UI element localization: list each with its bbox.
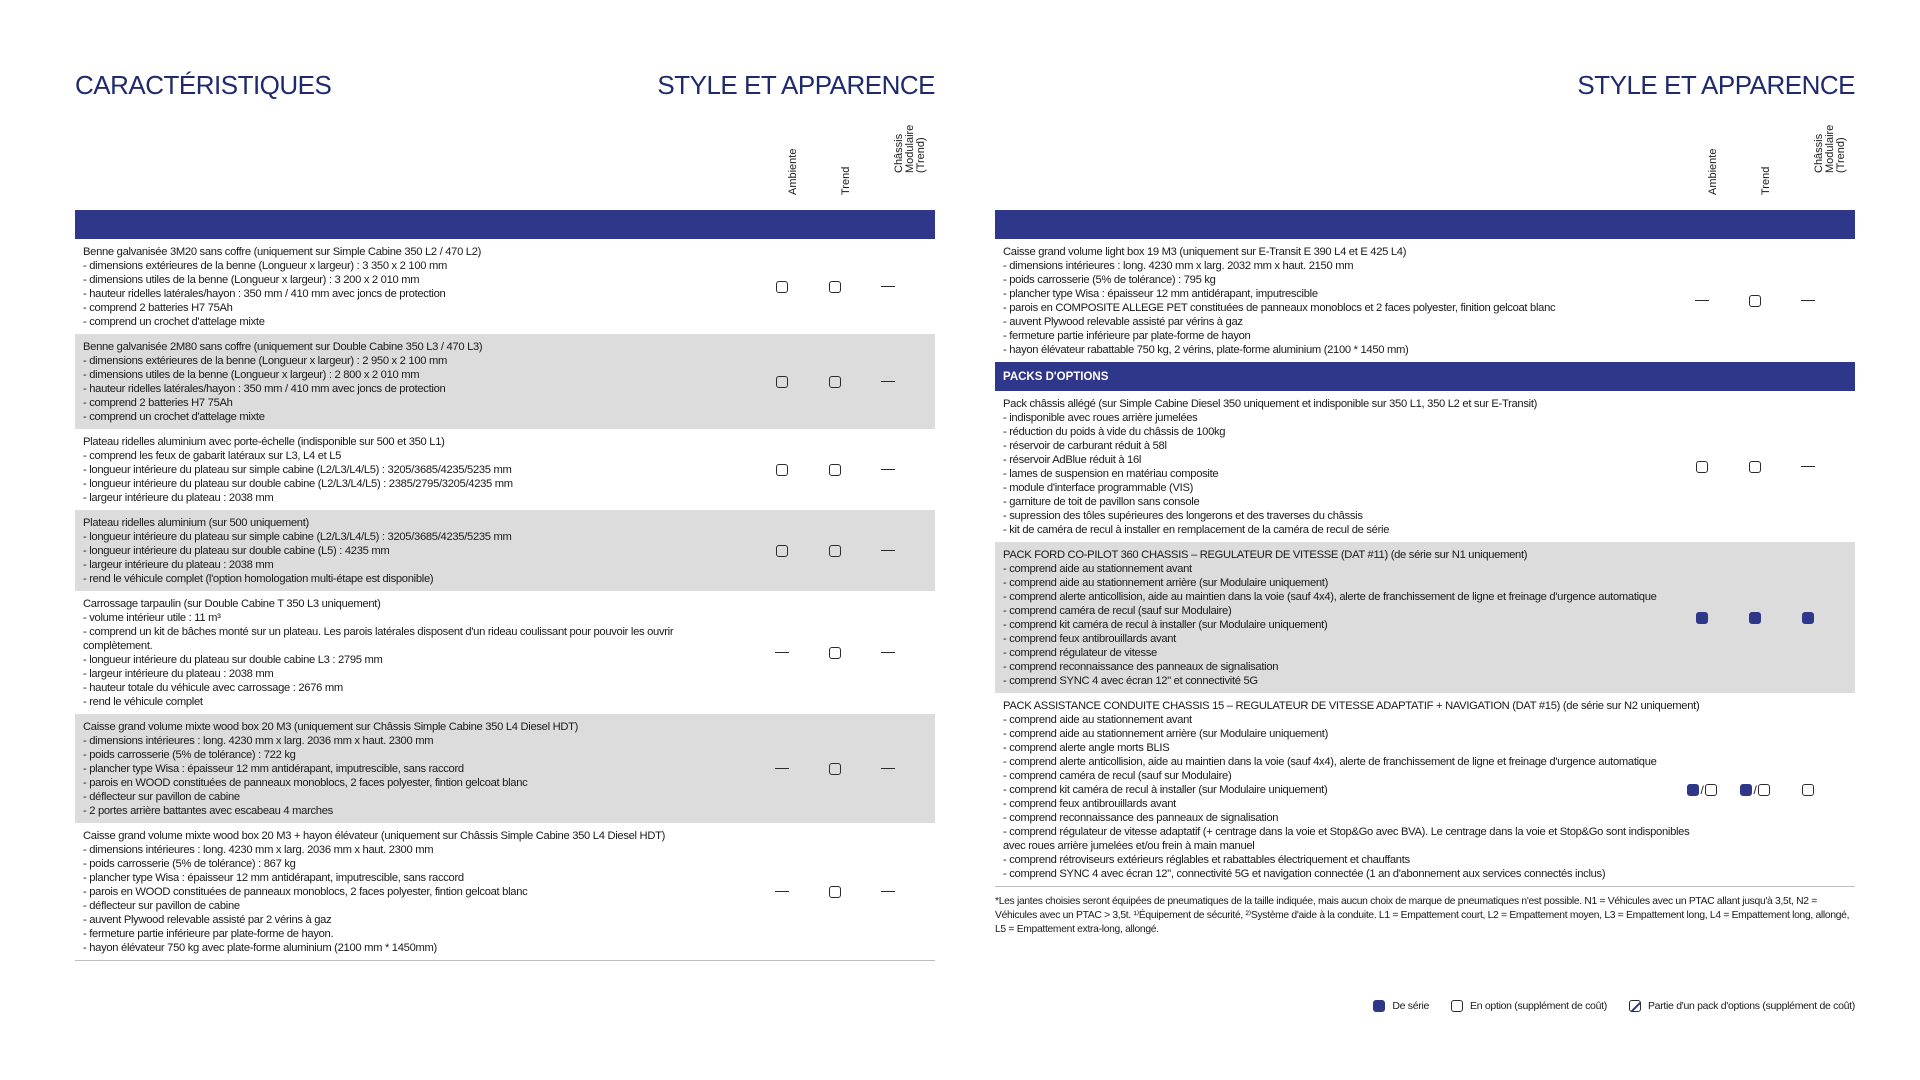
availability-cell [871, 374, 905, 390]
empty-square-icon [1802, 784, 1814, 796]
empty-square-icon [829, 281, 841, 293]
table-row [75, 591, 935, 714]
empty-square-icon [776, 376, 788, 388]
empty-square-icon [829, 886, 841, 898]
column-header-ambiente: Ambiente [1707, 148, 1719, 195]
availability-cell [765, 374, 799, 390]
row-text: Plateau ridelles aluminium (sur 500 uniquement) - longueur intérieure du plateau sur simple cabine (L2/L3/L4/L5) : 3205/3685/4235/5235 mm - longueur intérieure du plateau sur double cabine (L5) : 4235 mm - largeur intérieure du plateau : 2038 mm - rend le véhicule complet (l'option homologation multi-étape est disponible) [83, 517, 512, 585]
empty-square-icon [1749, 461, 1761, 473]
dash-icon [775, 768, 789, 770]
availability-cell [1685, 610, 1719, 626]
row-text: PACK FORD CO-PILOT 360 CHASSIS – REGULATEUR DE VITESSE (DAT #11) (de série sur N1 uniquement) - comprend aide au stationnement avant - comprend aide au stationnement arrière (sur Modulaire uniquement) - comprend alerte anticollision, aide au maintien dans la voie (sauf 4x4), alerte de franchissement de ligne et freinage d'urgence automatique - comprend caméra de recul (sauf sur Modulaire) - comprend kit caméra de recul à installer (sur Modulaire uniquement) - comprend feux antibrouillards avant - comprend régulateur de vitesse - comprend reconnaissance des panneaux de signalisation - comprend SYNC 4 avec écran 12" et connectivité 5G [1003, 549, 1657, 687]
availability-cell [818, 884, 852, 900]
dash-icon [1801, 300, 1815, 302]
availability-cell [818, 543, 852, 559]
table-row [995, 693, 1855, 886]
slashed-square-icon [1629, 1000, 1641, 1012]
row-cells [735, 429, 935, 510]
availability-cell [871, 279, 905, 295]
row-text: Pack châssis allégé (sur Simple Cabine Diesel 350 uniquement et indisponible sur 350 L1, 350 L2 et sur E-Transit) - indisponible avec roues arrière jumelées - réduction du poids à vide du châssis de 100kg - réservoir de carburant réduit à 58l - réservoir AdBlue réduit à 16l - lames de suspension en matériau composite - module d'interface programmable (VIS) - garniture de toit de pavillon sans console - supression des tôles supérieures des longerons et des traverses du châssis - kit de caméra de recul à installer en remplacement de la caméra de recul de série [1003, 398, 1538, 536]
legend [1373, 1000, 1855, 1012]
column-headers [735, 124, 935, 206]
dash-icon [881, 768, 895, 770]
availability-cell [765, 543, 799, 559]
availability-cell [1685, 782, 1719, 798]
table-row [75, 714, 935, 823]
row-text: Caisse grand volume light box 19 M3 (uniquement sur E-Transit E 390 L4 et E 425 L4) - dimensions intérieures : long. 4230 mm x larg. 2032 mm x haut. 2150 mm - poids carrosserie (5% de tolérance) : 795 kg - plancher type Wisa : épaisseur 12 mm antidérapant, imputrescible - parois en COMPOSITE ALLEGE PET constituées de panneaux monoblocs et 2 faces polyester, finition gelcoat blanc - auvent Plywood relevable assisté par vérins à gaz - fermeture partie inférieure par plate-forme de hayon - hayon élévateur rabattable 750 kg, 2 vérins, plate-forme aluminium (2100 * 1450 mm) [1003, 246, 1556, 356]
empty-square-icon [1705, 784, 1717, 796]
empty-square-icon [829, 376, 841, 388]
empty-square-icon [776, 464, 788, 476]
availability-cell [871, 462, 905, 478]
dash-icon [881, 381, 895, 383]
slash-separator: / [1753, 782, 1757, 797]
row-text: Caisse grand volume mixte wood box 20 M3 + hayon élévateur (uniquement sur Châssis Simple Cabine 350 L4 Diesel HDT) - dimensions intérieures : long. 4230 mm x larg. 2036 mm x haut. 2300 mm - poids carrosserie (5% de tolérance) : 867 kg - plancher type Wisa : épaisseur 12 mm antidérapant, imputrescible, sans raccord - parois en WOOD constituées de panneaux monoblocs, 2 faces polyester, fintion gelcoat blanc - déflecteur sur pavillon de cabine - auvent Plywood relevable assisté par 2 vérins à gaz - fermeture partie inférieure par plate-forme de hayon. - hayon élévateur 750 kg avec plate-forme aluminium (2100 mm * 1450mm) [83, 830, 666, 954]
row-text: Carrossage tarpaulin (sur Double Cabine T 350 L3 uniquement) - volume intérieur utile : 11 m³ - comprend un kit de bâches monté sur un plateau. Les parois latérales disposent d'un rideau coulissant pour pouvoir les ouvrir complètement. - longueur intérieure du plateau sur double cabine L3 : 2795 mm - largeur intérieure du plateau : 2038 mm - hauteur totale du véhicule avec carrossage : 2676 mm - rend le véhicule complet [83, 598, 674, 708]
section-title: STYLE ET APPARENCE [1577, 70, 1855, 100]
availability-cell [1685, 293, 1719, 309]
empty-square-icon [1696, 461, 1708, 473]
column-header-trend: Trend [840, 166, 852, 195]
filled-square-icon [1696, 612, 1708, 624]
spec-table [995, 210, 1855, 887]
availability-cell [1791, 610, 1825, 626]
dash-icon [881, 652, 895, 654]
table-row [75, 823, 935, 960]
table-row [75, 429, 935, 510]
availability-cell [1791, 293, 1825, 309]
row-text: Benne galvanisée 2M80 sans coffre (uniquement sur Double Cabine 350 L3 / 470 L3) - dimensions extérieures de la benne (Longueur x largeur) : 2 950 x 2 100 mm - dimensions utiles de la benne (Longueur x largeur) : 2 800 x 2 010 mm - hauteur ridelles latérales/hayon : 350 mm / 410 mm avec joncs de protection - comprend 2 batteries H7 75Ah - comprend un crochet d'attelage mixte [83, 341, 483, 423]
row-text: Benne galvanisée 3M20 sans coffre (uniquement sur Simple Cabine 350 L2 / 470 L2) - dimensions extérieures de la benne (Longueur x largeur) : 3 350 x 2 100 mm - dimensions utiles de la benne (Longueur x largeur) : 3 200 x 2 010 mm - hauteur ridelles latérales/hayon : 350 mm / 410 mm avec joncs de protection - comprend 2 batteries H7 75Ah - comprend un crochet d'attelage mixte [83, 246, 482, 328]
filled-square-icon [1687, 784, 1699, 796]
legend-item-pack: Partie d'un pack d'options (supplément de coût) [1629, 1000, 1855, 1012]
table-row [75, 510, 935, 591]
availability-cell [871, 645, 905, 661]
empty-square-icon [829, 647, 841, 659]
availability-cell [818, 374, 852, 390]
footnote: *Les jantes choisies seront équipées de pneumatiques de la taille indiquée, mais aucun choix de marque de pneumatiques n'est possible. N1 = Véhicules avec un PTAC allant jusqu'à 3,5t, N2 = Véhicules avec un PTAC > 3,5t. ¹⁾Équipement de sécurité, ²⁾Système d'aide à la conduite. L1 = Empattement court, L2 = Empattement moyen, L3 = Empattement long, L4 = Empattement long, allongé, L5 = Empattement extra-long, allongé. [995, 896, 1850, 935]
row-cells [735, 714, 935, 823]
row-cells [735, 591, 935, 714]
filled-square-icon [1802, 612, 1814, 624]
availability-cell [1791, 459, 1825, 475]
availability-cell [1738, 293, 1772, 309]
legend-item-std: De série [1373, 1000, 1429, 1012]
slash-separator: / [1700, 782, 1704, 797]
dash-icon [881, 469, 895, 471]
section-title: STYLE ET APPARENCE [657, 70, 935, 100]
availability-cell [765, 462, 799, 478]
row-cells [1655, 391, 1855, 542]
column-header-chassis-modulaire: Châssis Modulaire (Trend) [1813, 124, 1847, 173]
availability-cell [818, 761, 852, 777]
row-cells [735, 334, 935, 429]
empty-square-icon [1758, 784, 1770, 796]
row-cells [1655, 693, 1855, 886]
dash-icon [1801, 466, 1815, 468]
dash-icon [881, 550, 895, 552]
availability-cell [871, 761, 905, 777]
empty-square-icon [776, 545, 788, 557]
column-header-ambiente: Ambiente [787, 148, 799, 195]
availability-cell [871, 543, 905, 559]
availability-cell [818, 462, 852, 478]
row-cells [735, 239, 935, 334]
table-end-rule [75, 960, 935, 961]
column-header-trend: Trend [1760, 166, 1772, 195]
row-text: PACK ASSISTANCE CONDUITE CHASSIS 15 – REGULATEUR DE VITESSE ADAPTATIF + NAVIGATION (DAT #15) (de série sur N2 uniquement) - comprend aide au stationnement avant - comprend aide au stationnement arrière (sur Modulaire uniquement) - comprend alerte angle morts BLIS - comprend alerte anticollision, aide au maintien dans la voie (sauf 4x4), alerte de franchissement de ligne et freinage d'urgence automatique - comprend caméra de recul (sauf sur Modulaire) - comprend kit caméra de recul à installer (sur Modulaire uniquement) - comprend feux antibrouillards avant - comprend reconnaissance des panneaux de signalisation - comprend régulateur de vitesse adaptatif (+ centrage dans la voie et Stop&Go avec BVA). Le centrage dans la voie et Stop&Go sont indisponibles avec roues arrière jumelées et/ou frein à main manuel - comprend rétroviseurs extérieurs réglables et rabattables électriquement et chauffants - comprend SYNC 4 avec écran 12", connectivité 5G et navigation connectée (1 an d'abonnement aux services connectés inclus) [1003, 700, 1700, 880]
availability-cell [765, 279, 799, 295]
availability-cell [1738, 610, 1772, 626]
left-page [75, 0, 935, 1080]
table-row [995, 542, 1855, 693]
row-cells [1655, 542, 1855, 693]
availability-cell [765, 761, 799, 777]
availability-cell [1791, 782, 1825, 798]
dash-icon [881, 286, 895, 288]
empty-square-icon [1451, 1000, 1463, 1012]
dash-icon [1695, 300, 1709, 302]
table-header-band [995, 210, 1855, 239]
availability-cell [1685, 459, 1719, 475]
empty-square-icon [829, 545, 841, 557]
empty-square-icon [1749, 295, 1761, 307]
availability-cell [871, 884, 905, 900]
row-text: Caisse grand volume mixte wood box 20 M3 (uniquement sur Châssis Simple Cabine 350 L4 Diesel HDT) - dimensions intérieures : long. 4230 mm x larg. 2036 mm x haut. 2300 mm - poids carrosserie (5% de tolérance) : 722 kg - plancher type Wisa : épaisseur 12 mm antidérapant, imputrescible, sans raccord - parois en WOOD constituées de panneaux monoblocs, 2 faces polyester, fintion gelcoat blanc - déflecteur sur pavillon de cabine - 2 portes arrière battantes avec escabeau 4 marches [83, 721, 579, 817]
row-cells [735, 823, 935, 960]
row-text: Plateau ridelles aluminium avec porte-échelle (indisponible sur 500 et 350 L1) - comprend les feux de gabarit latéraux sur L3, L4 et L5 - longueur intérieure du plateau sur simple cabine (L2/L3/L4/L5) : 3205/3685/4235/5235 mm - longueur intérieure du plateau sur double cabine (L2/L3/L4/L5) : 2385/2795/3205/4235 mm - largeur intérieure du plateau : 2038 mm [83, 436, 513, 504]
table-row [995, 391, 1855, 542]
dash-icon [775, 891, 789, 893]
table-row [995, 239, 1855, 362]
empty-square-icon [829, 763, 841, 775]
column-header-chassis-modulaire: Châssis Modulaire (Trend) [893, 124, 927, 173]
column-headers [1655, 124, 1855, 206]
availability-cell [1738, 782, 1772, 798]
table-row [75, 334, 935, 429]
spec-table [75, 210, 935, 961]
dash-icon [775, 652, 789, 654]
table-end-rule [995, 886, 1855, 887]
availability-cell [765, 645, 799, 661]
table-header-band [75, 210, 935, 239]
legend-item-option: En option (supplément de coût) [1451, 1000, 1607, 1012]
availability-cell [765, 884, 799, 900]
filled-square-icon [1749, 612, 1761, 624]
availability-cell [818, 645, 852, 661]
availability-cell [818, 279, 852, 295]
packs-options-band: PACKS D'OPTIONS [995, 362, 1855, 391]
row-cells [735, 510, 935, 591]
filled-square-icon [1740, 784, 1752, 796]
dash-icon [881, 891, 895, 893]
page-title: CARACTÉRISTIQUES [75, 70, 332, 100]
row-cells [1655, 239, 1855, 362]
table-row [75, 239, 935, 334]
filled-square-icon [1373, 1000, 1385, 1012]
empty-square-icon [829, 464, 841, 476]
right-page [995, 0, 1855, 1080]
empty-square-icon [776, 281, 788, 293]
availability-cell [1738, 459, 1772, 475]
